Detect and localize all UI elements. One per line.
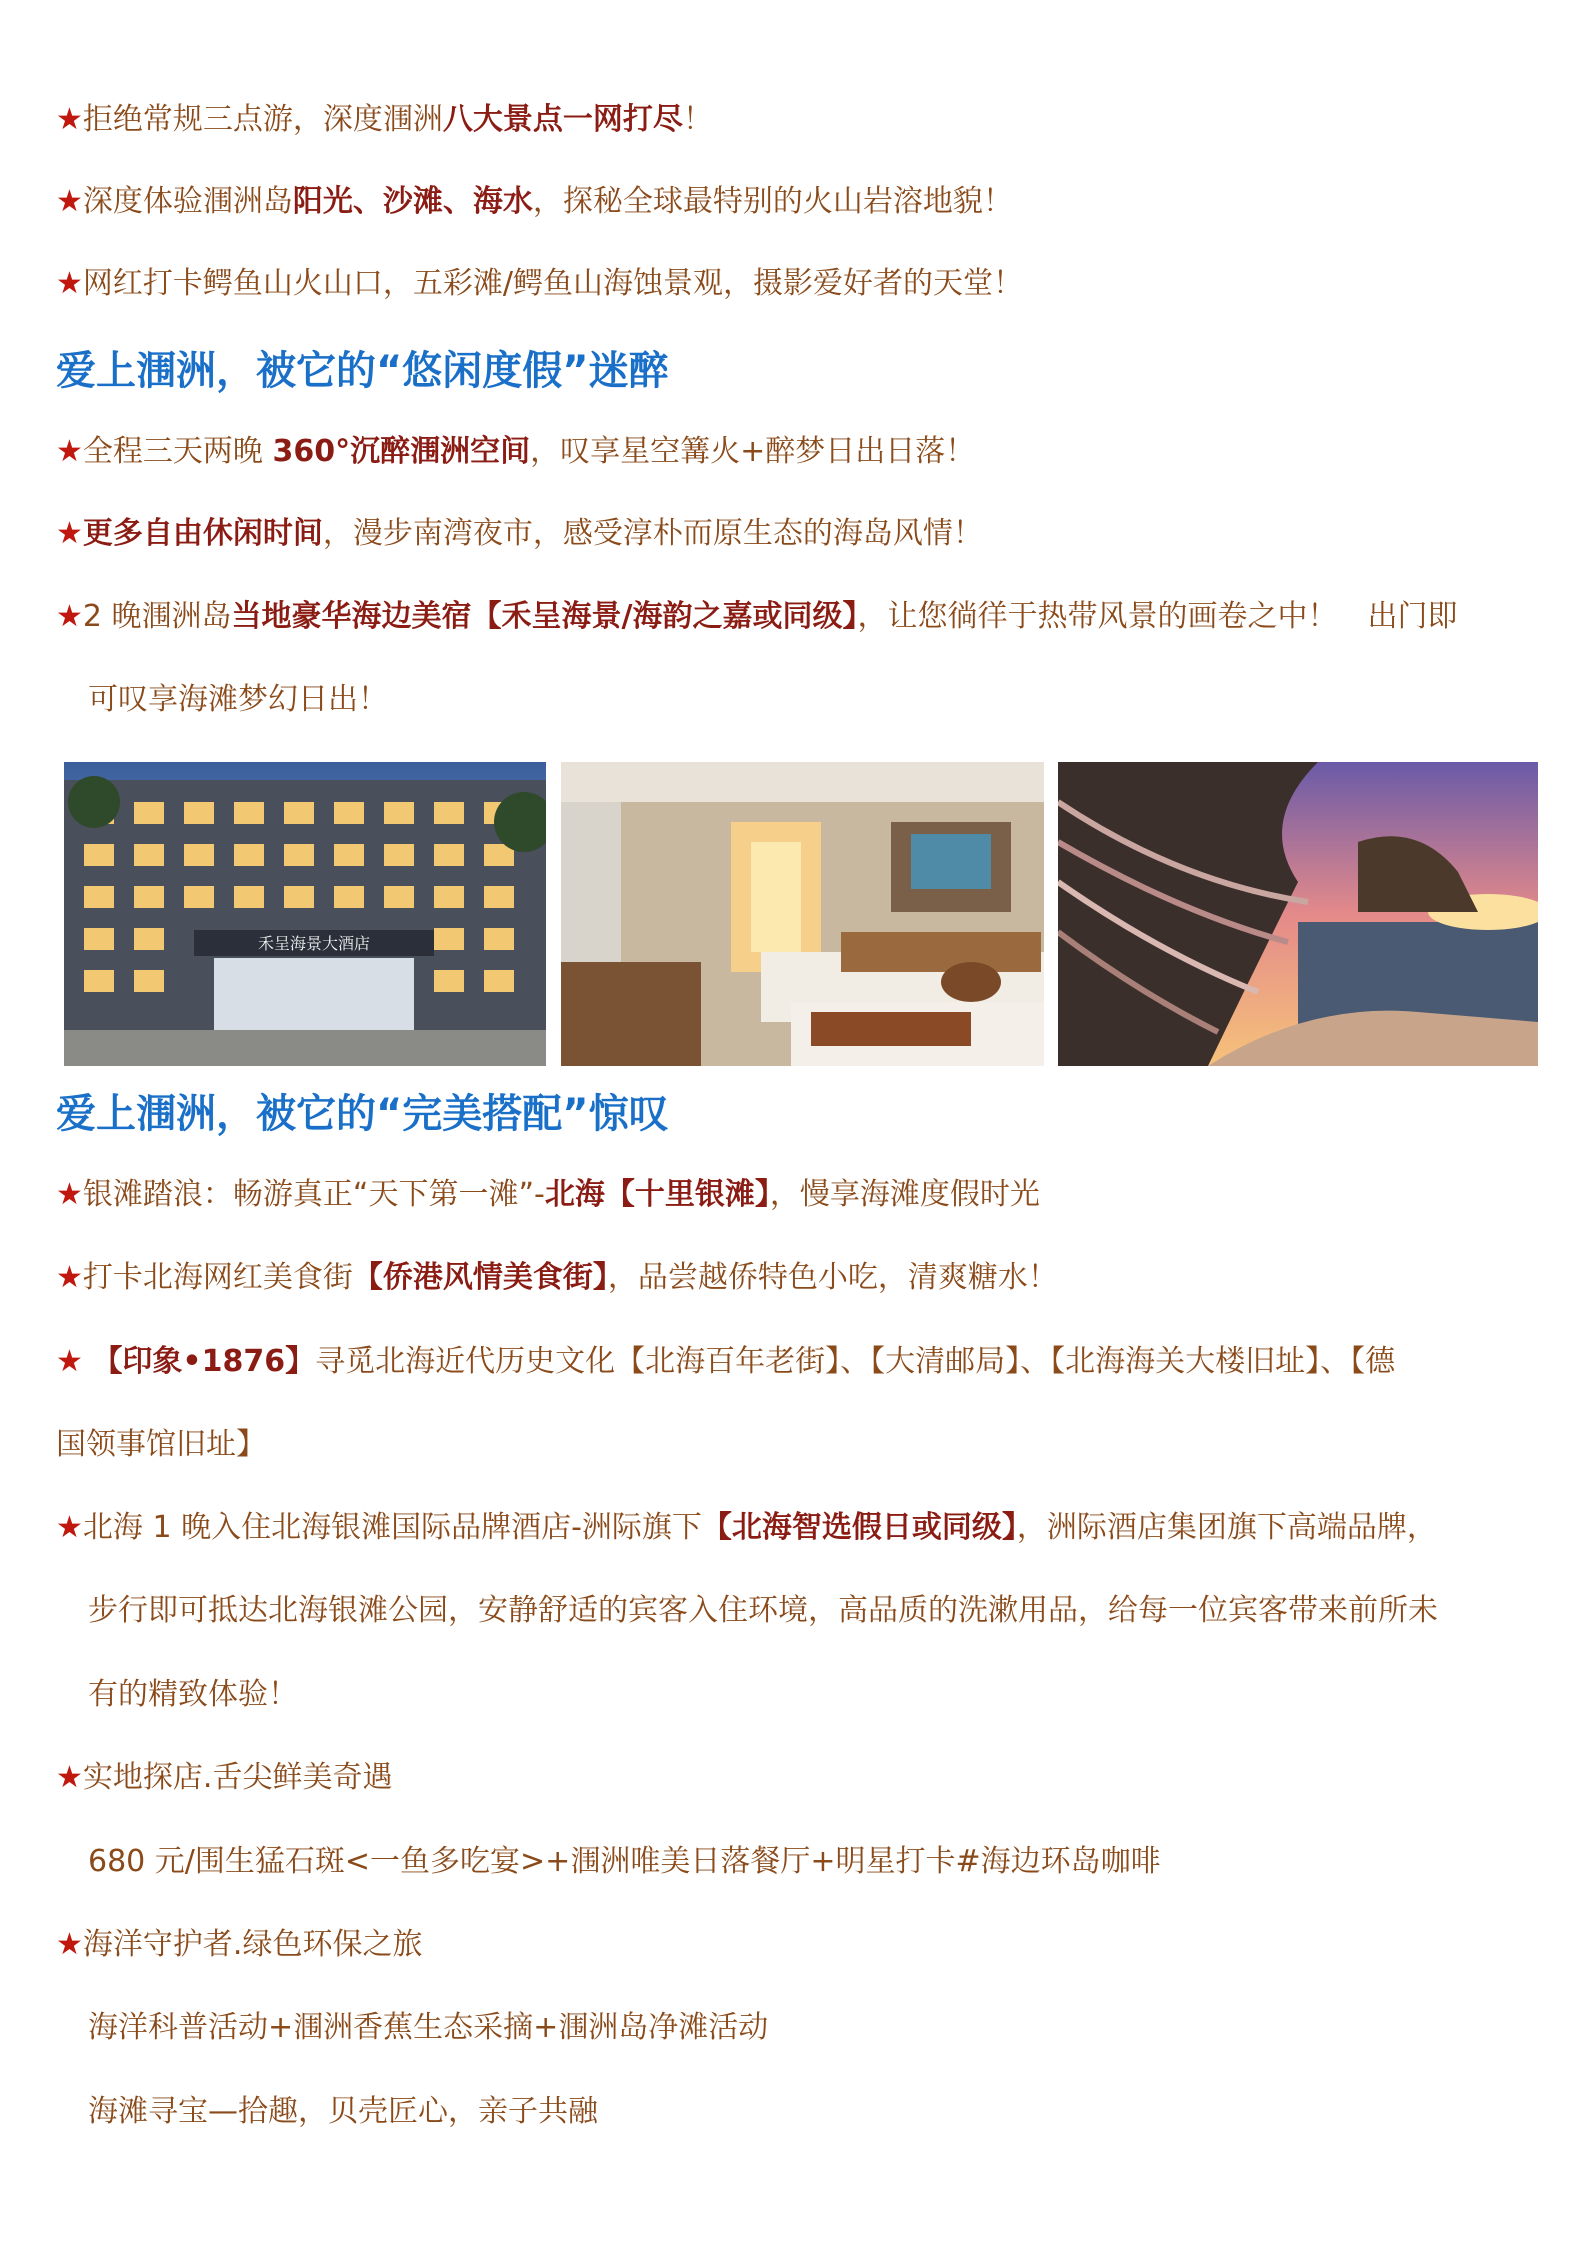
highlight-line-detail: 海洋科普活动+涠洲香蕉生态采摘+涠洲岛净滩活动	[88, 2010, 769, 2045]
highlight-line: ★网红打卡鳄鱼山火山口，五彩滩/鳄鱼山海蚀景观，摄影爱好者的天堂！	[56, 266, 1024, 301]
star-icon: ★	[56, 266, 83, 301]
star-icon: ★	[56, 184, 83, 219]
highlight-line-continued: 步行即可抵达北海银滩公园，安静舒适的宾客入住环境，高品质的洗漱用品，给每一位宾客带来前所未	[88, 1593, 1438, 1628]
highlight-line-detail: 680 元/围生猛石斑<一鱼多吃宴>+涠洲唯美日落餐厅+明星打卡#海边环岛咖啡	[88, 1844, 1161, 1879]
hotel-building-photo	[64, 762, 546, 1066]
highlight-line: ★拒绝常规三点游，深度涠洲八大景点一网打尽！	[56, 102, 713, 137]
star-icon: ★	[56, 1510, 83, 1545]
star-icon: ★	[56, 599, 83, 634]
section-heading: 爱上涠洲，被它的“悠闲度假”迷醉	[56, 348, 669, 394]
star-icon: ★	[56, 434, 83, 469]
star-icon: ★	[56, 1760, 83, 1795]
hotel-room-photo	[561, 762, 1044, 1066]
hotel-sign: 禾呈海景大酒店	[257, 934, 371, 953]
highlight-line-detail: 海滩寻宝—拾趣，贝壳匠心，亲子共融	[88, 2094, 598, 2129]
section-heading: 爱上涠洲，被它的“完美搭配”惊叹	[56, 1091, 669, 1137]
highlight-line-continued: 可叹享海滩梦幻日出！	[88, 682, 388, 717]
highlight-line: ★北海 1 晚入住北海银滩国际品牌酒店-洲际旗下【北海智选假日或同级】，洲际酒店集团旗下高端品牌，	[56, 1510, 1437, 1545]
highlight-line-continued: 国领事馆旧址】	[56, 1427, 266, 1462]
highlight-line: ★打卡北海网红美食街【侨港风情美食街】，品尝越侨特色小吃，清爽糖水！	[56, 1260, 1058, 1295]
volcanic-coast-photo	[1058, 762, 1538, 1066]
highlight-line: ★全程三天两晚 360°沉醉涠洲空间，叹享星空篝火+醉梦日出日落！	[56, 434, 976, 469]
star-icon: ★	[56, 516, 83, 551]
highlight-line: ★海洋守护者.绿色环保之旅	[56, 1927, 423, 1962]
highlight-line: ★更多自由休闲时间，漫步南湾夜市，感受淳朴而原生态的海岛风情！	[56, 516, 983, 551]
star-icon: ★	[56, 1260, 83, 1295]
highlight-line: ★银滩踏浪：畅游真正“天下第一滩”-北海【十里银滩】，慢享海滩度假时光	[56, 1177, 1040, 1212]
highlight-line: ★实地探店.舌尖鲜美奇遇	[56, 1760, 393, 1795]
star-icon: ★	[56, 102, 83, 137]
star-icon: ★	[56, 1344, 93, 1379]
highlight-line-continued: 有的精致体验！	[88, 1677, 298, 1712]
star-icon: ★	[56, 1927, 83, 1962]
highlight-line: ★2 晚涠洲岛当地豪华海边美宿【禾呈海景/海韵之嘉或同级】，让您徜徉于热带风景的画卷之中！ 出门即	[56, 599, 1458, 634]
star-icon: ★	[56, 1177, 83, 1212]
highlight-line: ★ 【印象•1876】寻觅北海近代历史文化【北海百年老街】、【大清邮局】、【北海海关大楼旧址】、【德	[56, 1344, 1396, 1379]
highlight-line: ★深度体验涠洲岛阳光、沙滩、海水，探秘全球最特别的火山岩溶地貌！	[56, 184, 1013, 219]
